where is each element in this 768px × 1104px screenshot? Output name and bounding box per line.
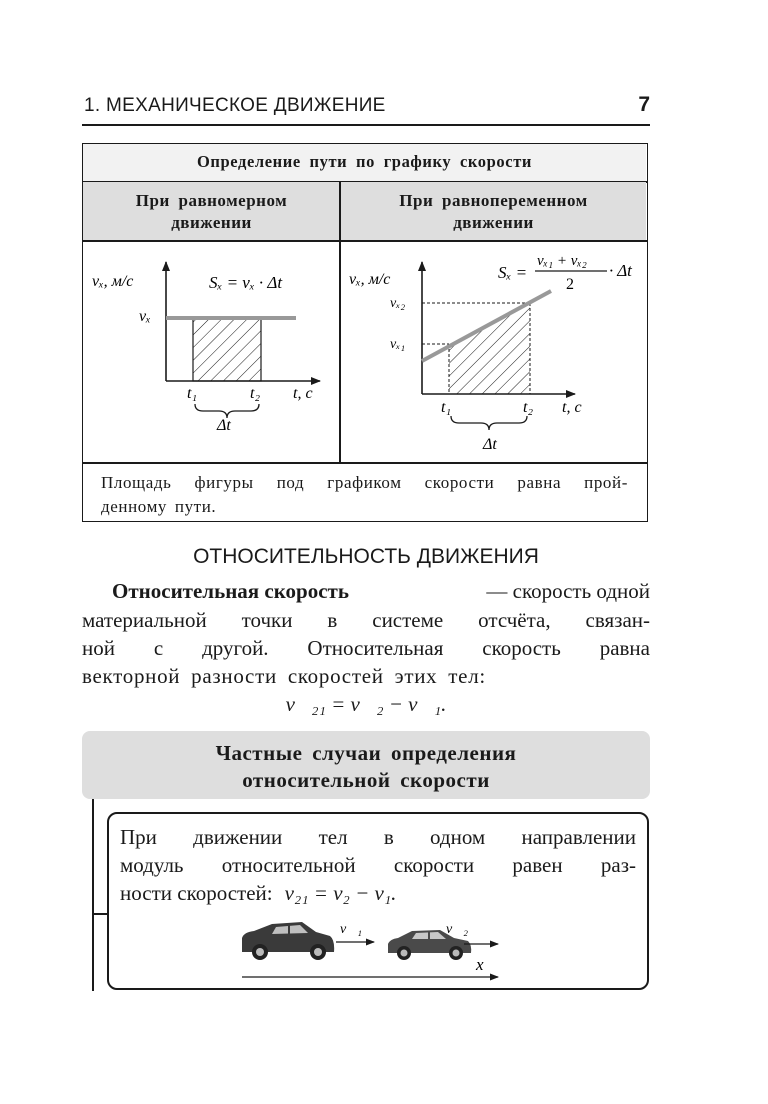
path-area [449, 303, 530, 394]
chapter-title: 1. МЕХАНИЧЕСКОЕ ДВИЖЕНИЕ [84, 95, 386, 116]
delta-brace [451, 416, 527, 430]
y-axis-label: vₓ, м/с [92, 273, 134, 290]
relative-velocity-formula: v⃗₂₁ = v⃗₂ − v⃗₁. [285, 692, 447, 716]
t1-label: t₁ [441, 399, 452, 416]
section-title: ОТНОСИТЕЛЬНОСТЬ ДВИЖЕНИЯ [193, 545, 539, 568]
velocity-level-label: vₓ [139, 308, 151, 325]
x-axis-label: t, с [562, 399, 582, 416]
case-line-3: ности скоростей: v₂₁ = v₂ − v₁. [120, 881, 397, 905]
definition-line-1 [112, 577, 650, 606]
v2-label: v⃗₂ [446, 922, 468, 937]
table-column-divider [339, 181, 341, 463]
variable-motion-graph [343, 240, 643, 460]
formula-left: Sₓ = [498, 263, 528, 282]
delta-t-label: Δt [483, 436, 497, 453]
t2-label: t₂ [250, 385, 261, 402]
special-cases-heading: Частные случаи определения относительной скорости [215, 741, 517, 792]
v1-label: v⃗₁ [340, 922, 362, 937]
definition-rest: — скорость одной [486, 579, 650, 603]
tree-branch [92, 913, 108, 915]
case-line-2: модуль относительной скорости равен раз- [120, 853, 636, 877]
header-rule [82, 124, 650, 126]
col-header-uniform: При равномерном движении [135, 191, 288, 232]
formula-right: · Δt [609, 261, 632, 280]
t2-label: t₂ [523, 399, 534, 416]
car-1 [242, 922, 334, 960]
definition-line-4: векторной разности скоростей этих тел: [82, 664, 486, 688]
path-area [193, 319, 261, 381]
v1-label: vₓ₁ [390, 337, 406, 352]
table-footer-note: Площадь фигуры под графиком скорости равна прой- денному пути. [101, 473, 628, 516]
x-axis-label: x [476, 955, 484, 974]
definition-line-2: материальной точки в системе отсчёта, связан- [82, 608, 650, 632]
uniform-motion-graph [84, 240, 338, 460]
formula-numerator: vₓ₁ + vₓ₂ [537, 253, 587, 269]
cars-illustration [236, 912, 504, 982]
table-rule [83, 462, 647, 464]
y-axis-label: vₓ, м/с [349, 271, 391, 288]
table-title: Определение пути по графику скорости [196, 152, 533, 171]
formula-denominator: 2 [566, 276, 574, 293]
v2-label: vₓ₂ [390, 296, 406, 311]
x-axis-label: t, с [293, 385, 313, 402]
delta-brace [195, 404, 259, 418]
tree-connector [92, 799, 94, 991]
definition-line-3: ной с другой. Относительная скорость равна [82, 636, 650, 660]
relative-speed-magnitude-formula: v₂₁ = v₂ − v₁. [284, 881, 397, 905]
term-relative-speed: Относительная скорость [112, 579, 349, 603]
t1-label: t₁ [187, 385, 198, 402]
page-number: 7 [638, 93, 650, 116]
col-header-variable: При равнопеременном движении [399, 191, 588, 232]
delta-t-label: Δt [217, 417, 231, 434]
case-line-1: При движении тел в одном направлении [120, 825, 636, 849]
uniform-path-formula: Sₓ = vₓ · Δt [209, 273, 283, 292]
